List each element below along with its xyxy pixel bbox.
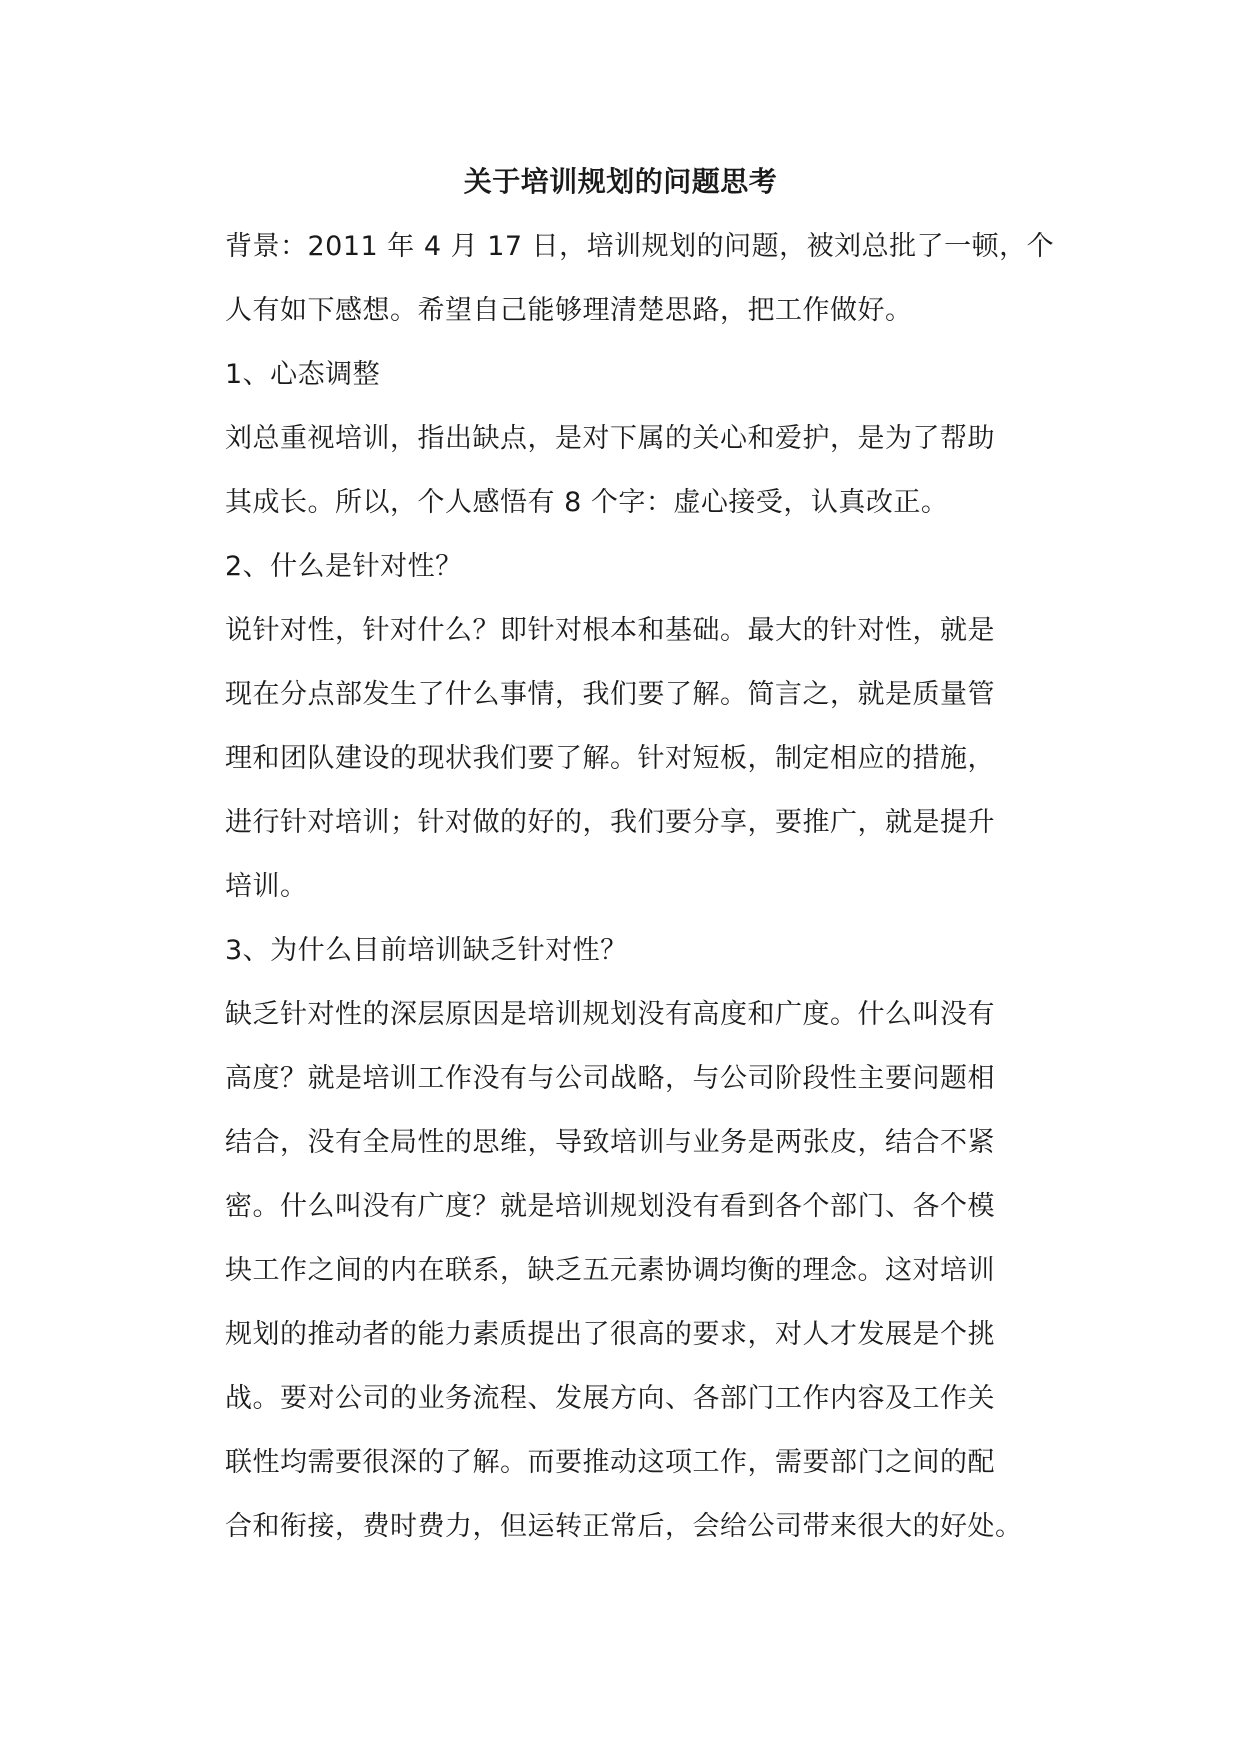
section-3-line-8: 联性均需要很深的了解。而要推动这项工作，需要部门之间的配 [225,1447,995,1478]
section-3-line-2: 高度？就是培训工作没有与公司战略，与公司阶段性主要问题相 [225,1063,995,1094]
section-3-line-1: 缺乏针对性的深层原因是培训规划没有高度和广度。什么叫没有 [225,999,995,1030]
section-3-line-5: 块工作之间的内在联系，缺乏五元素协调均衡的理念。这对培训 [225,1255,995,1286]
section-2-line-5: 培训。 [225,871,308,902]
section-3-line-6: 规划的推动者的能力素质提出了很高的要求，对人才发展是个挑 [225,1319,995,1350]
section-3-line-9: 合和衔接，费时费力，但运转正常后，会给公司带来很大的好处。 [225,1511,1023,1542]
section-2-line-4: 进行针对培训；针对做的好的，我们要分享，要推广，就是提升 [225,807,995,838]
section-3-heading: 3、为什么目前培训缺乏针对性？ [225,935,628,966]
section-2-line-3: 理和团队建设的现状我们要了解。针对短板，制定相应的措施， [225,743,995,774]
section-2-line-1: 说针对性，针对什么？即针对根本和基础。最大的针对性，就是 [225,615,995,646]
section-3-line-3: 结合，没有全局性的思维，导致培训与业务是两张皮，结合不紧 [225,1127,995,1158]
section-1-heading: 1、心态调整 [225,359,381,390]
document-title: 关于培训规划的问题思考 [463,165,778,198]
section-3-line-4: 密。什么叫没有广度？就是培训规划没有看到各个部门、各个模 [225,1191,995,1222]
background-line-1: 背景：2011 年 4 月 17 日，培训规划的问题，被刘总批了一顿，个 [225,231,1055,262]
section-2-line-2: 现在分点部发生了什么事情，我们要了解。简言之，就是质量管 [225,679,995,710]
background-line-2: 人有如下感想。希望自己能够理清楚思路，把工作做好。 [225,295,913,326]
section-1-line-2: 其成长。所以，个人感悟有 8 个字：虚心接受，认真改正。 [225,487,949,518]
section-2-heading: 2、什么是针对性？ [225,551,463,582]
section-3-line-7: 战。要对公司的业务流程、发展方向、各部门工作内容及工作关 [225,1383,995,1414]
section-1-line-1: 刘总重视培训，指出缺点，是对下属的关心和爱护，是为了帮助 [225,423,995,454]
